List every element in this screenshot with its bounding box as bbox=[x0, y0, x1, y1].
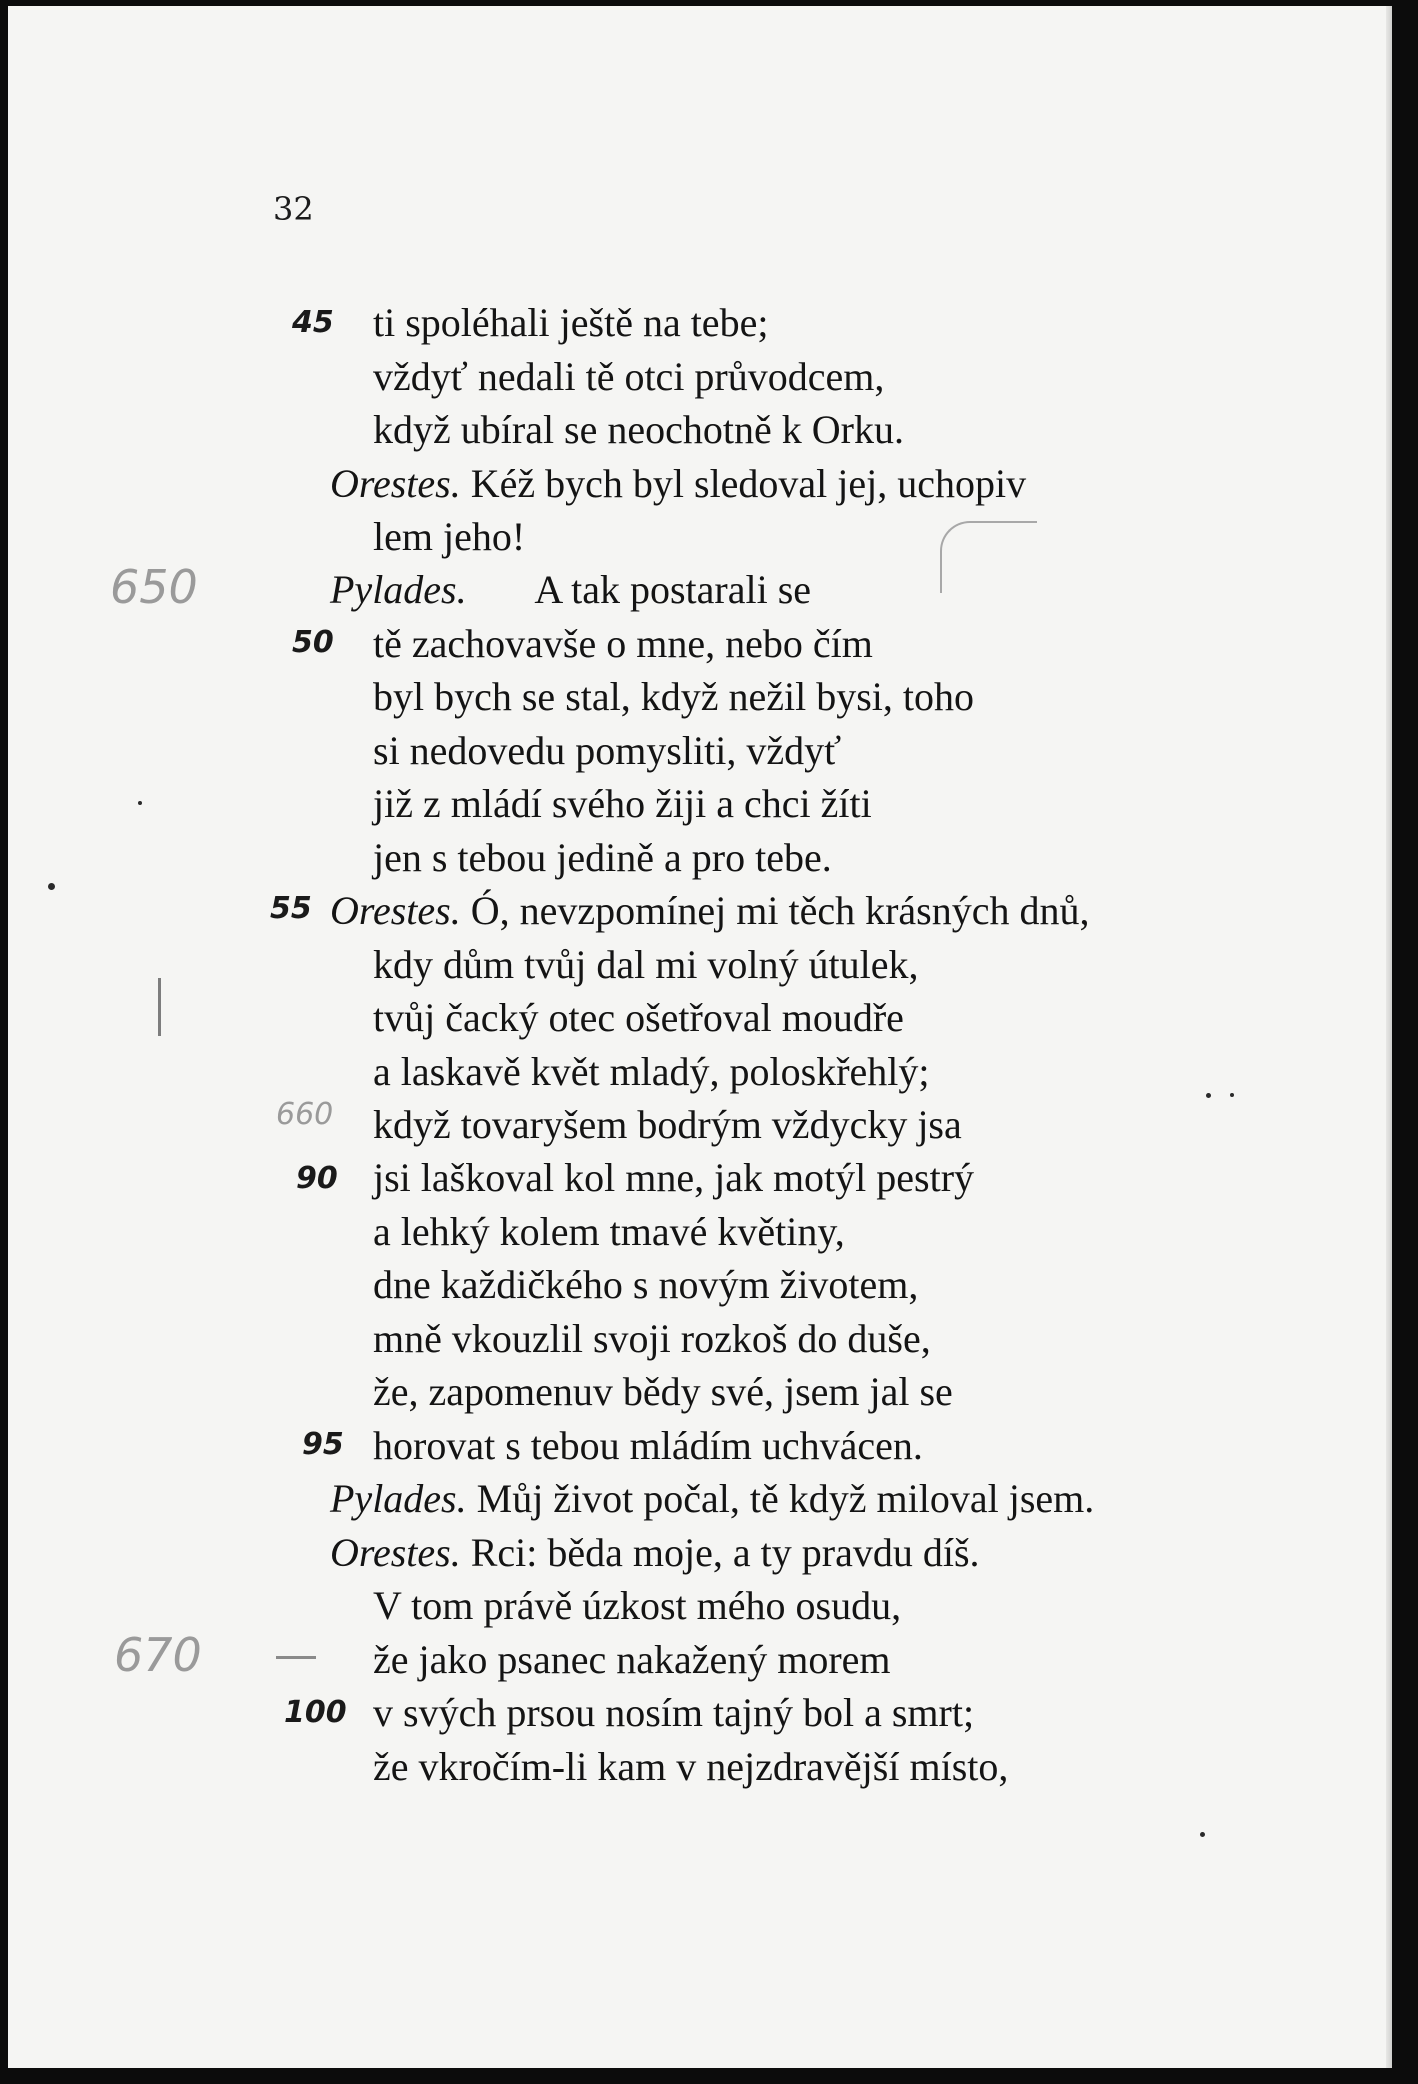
margin-line-number: 50 bbox=[292, 625, 334, 660]
verse-line bbox=[373, 1262, 919, 1307]
verse-line bbox=[373, 728, 842, 773]
margin-line-number: 670 bbox=[114, 1628, 202, 1682]
verse-line bbox=[330, 461, 1027, 506]
verse-line bbox=[330, 888, 1090, 933]
verse-line-text: a lehký kolem tmavé květiny, bbox=[373, 1209, 845, 1254]
verse-line-text: ti spoléhali ještě na tebe; bbox=[373, 300, 769, 345]
verse-line bbox=[373, 674, 975, 719]
verse-text bbox=[8, 293, 1392, 1813]
margin-line-number: 90 bbox=[296, 1161, 338, 1196]
speaker-name: Orestes. bbox=[330, 888, 461, 933]
verse-line-text: horovat s tebou mládím uchvácen. bbox=[373, 1423, 923, 1468]
verse-line bbox=[373, 781, 872, 826]
verse-line-text: když tovaryšem bodrým vždycky jsa bbox=[373, 1102, 962, 1147]
pencil-stroke-mark bbox=[158, 978, 161, 1036]
verse-line-text: si nedovedu pomysliti, vždyť bbox=[373, 728, 842, 773]
verse-line bbox=[373, 300, 769, 345]
verse-line bbox=[373, 407, 904, 452]
verse-line-text: v svých prsou nosím tajný bol a smrt; bbox=[373, 1690, 975, 1735]
verse-line bbox=[373, 1316, 931, 1361]
verse-line bbox=[373, 1155, 975, 1200]
verse-line-text: Ó, nevzpomínej mi těch krásných dnů, bbox=[470, 888, 1090, 933]
verse-line-text: jen s tebou jedině a pro tebe. bbox=[373, 835, 832, 880]
verse-line-text: jsi laškoval kol mne, jak motýl pestrý bbox=[373, 1155, 975, 1200]
pencil-bracket-mark bbox=[940, 521, 1037, 593]
verse-line-text: vždyť nedali tě otci průvodcem, bbox=[373, 354, 885, 399]
verse-line-text: A tak postarali se bbox=[534, 567, 812, 612]
scanned-page bbox=[8, 6, 1392, 2068]
verse-line bbox=[330, 1476, 1095, 1521]
verse-line-text: že jako psanec nakažený morem bbox=[373, 1637, 891, 1682]
dirt-speck bbox=[1230, 1093, 1234, 1097]
verse-line bbox=[373, 1637, 891, 1682]
verse-line bbox=[373, 1369, 953, 1414]
verse-line-text: mně vkouzlil svoji rozkoš do duše, bbox=[373, 1316, 931, 1361]
margin-line-number: 100 bbox=[284, 1695, 347, 1730]
verse-line bbox=[373, 835, 832, 880]
speaker-name: Orestes. bbox=[330, 1530, 461, 1575]
verse-line-text: Rci: běda moje, a ty pravdu díš. bbox=[470, 1530, 980, 1575]
verse-line bbox=[373, 1209, 845, 1254]
margin-line-number: 45 bbox=[292, 305, 334, 340]
dirt-speck bbox=[1200, 1832, 1205, 1837]
verse-line bbox=[373, 621, 873, 666]
verse-line bbox=[373, 942, 919, 987]
verse-line bbox=[373, 995, 904, 1040]
verse-line bbox=[373, 514, 526, 559]
margin-line-number: 95 bbox=[302, 1427, 344, 1462]
verse-line bbox=[373, 1102, 962, 1147]
verse-line bbox=[373, 1423, 923, 1468]
verse-line-text: lem jeho! bbox=[373, 514, 526, 559]
dirt-speck bbox=[1206, 1093, 1211, 1098]
verse-line-text: Kéž bych byl sledoval jej, uchopiv bbox=[470, 461, 1027, 506]
dirt-speck bbox=[138, 801, 142, 805]
margin-line-number: 650 bbox=[110, 560, 198, 614]
page-number: 32 bbox=[273, 190, 314, 228]
verse-line-text: dne každičkého s novým životem, bbox=[373, 1262, 919, 1307]
verse-line-text: že vkročím-li kam v nejzdravější místo, bbox=[373, 1744, 1009, 1789]
verse-line-text: Můj život počal, tě když miloval jsem. bbox=[476, 1476, 1095, 1521]
verse-line-text: kdy dům tvůj dal mi volný útulek, bbox=[373, 942, 919, 987]
verse-line bbox=[373, 1744, 1009, 1789]
verse-line bbox=[373, 1690, 975, 1735]
pencil-dash-mark bbox=[276, 1656, 316, 1659]
verse-line bbox=[330, 567, 812, 612]
verse-line bbox=[373, 1583, 902, 1628]
verse-line bbox=[330, 1530, 980, 1575]
verse-line-text: a laskavě květ mladý, poloskřehlý; bbox=[373, 1049, 930, 1094]
speaker-name: Pylades. bbox=[330, 1476, 467, 1521]
speaker-name: Orestes. bbox=[330, 461, 461, 506]
page-edge-shadow bbox=[1386, 6, 1392, 2068]
verse-line-text: V tom právě úzkost mého osudu, bbox=[373, 1583, 902, 1628]
margin-line-number: 55 bbox=[270, 891, 312, 926]
verse-line-text: že, zapomenuv bědy své, jsem jal se bbox=[373, 1369, 953, 1414]
verse-line bbox=[373, 1049, 930, 1094]
verse-line-text: byl bych se stal, když nežil bysi, toho bbox=[373, 674, 975, 719]
speaker-name: Pylades. bbox=[330, 567, 467, 612]
verse-line-text: tvůj čacký otec ošetřoval moudře bbox=[373, 995, 904, 1040]
verse-line-text: tě zachovavše o mne, nebo čím bbox=[373, 621, 873, 666]
dirt-speck bbox=[48, 883, 55, 890]
verse-line bbox=[373, 354, 885, 399]
verse-line-text: již z mládí svého žiji a chci žíti bbox=[373, 781, 872, 826]
margin-line-number: 660 bbox=[276, 1097, 334, 1132]
verse-line-text: když ubíral se neochotně k Orku. bbox=[373, 407, 904, 452]
